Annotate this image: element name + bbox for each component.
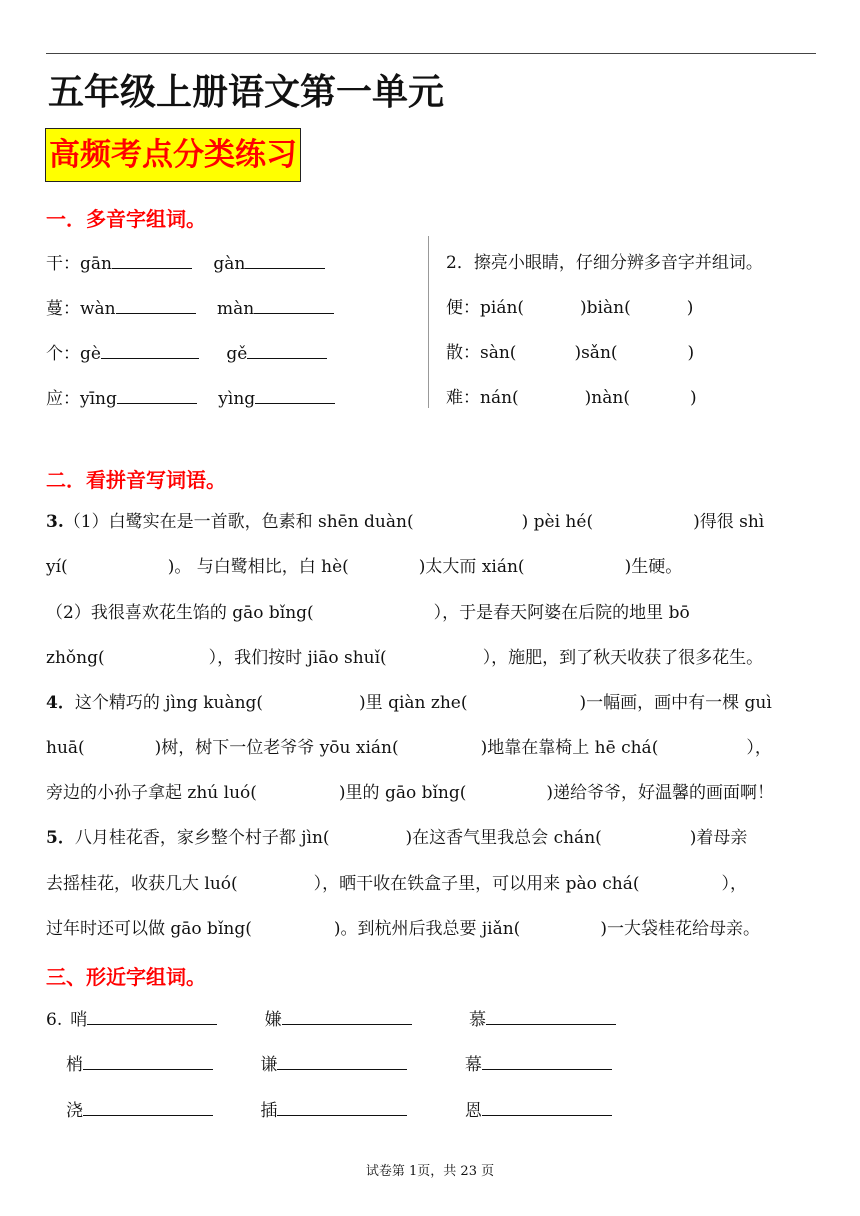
answer-blank[interactable] [277,1099,407,1116]
q5-line: 去摇桂花，收获几大 luó( ），晒干收在铁盒子里，可以用来 pào chá( ）， [46,874,747,894]
q5-line: 5．八月桂花香，家乡整个村子都 jìn( )在这香气里我总会 chán( )着母亲 [46,828,748,848]
q4-line: 4．这个精巧的 jìng kuàng( )里 qiàn zhe( )一幅画，画中有一棵 guì [46,693,772,713]
answer-blank[interactable] [482,1053,612,1070]
similar-char-row: 梢 谦 幕 [66,1053,612,1076]
polyphone-row: 散：sàn( )sǎn( ) [446,343,695,363]
question-2-intro: 2．擦亮小眼睛，仔细分辨多音字并组词。 [446,253,763,273]
page-footer: 试卷第 1页，共 23 页 [365,1164,495,1179]
header-rule [46,53,816,54]
polyphone-char: 个： [46,344,80,364]
column-divider [428,236,429,408]
answer-blank[interactable] [254,297,334,314]
answer-blank[interactable] [83,1099,213,1116]
q3-line: （2）我很喜欢花生馅的 gāo bǐng( ），于是春天阿婆在后院的地里 bō [46,603,690,623]
q3-line: yí( )。 与白鹭相比，白 hè( )太大而 xián( )生硬。 [46,557,683,577]
answer-blank[interactable] [486,1008,616,1025]
answer-blank[interactable] [482,1099,612,1116]
similar-char-row: 浇 插 恩 [66,1099,612,1122]
answer-blank[interactable] [83,1053,213,1070]
polyphone-row: 便：pián( )biàn( ) [446,298,694,318]
section2-heading: 二．看拼音写词语。 [46,468,226,492]
polyphone-row: 蔓：wàn màn [46,297,334,320]
polyphone-char: 蔓： [46,299,80,319]
answer-blank[interactable] [117,387,197,404]
answer-blank[interactable] [277,1053,407,1070]
answer-blank[interactable] [245,252,325,269]
answer-blank[interactable] [255,387,335,404]
page-title: 五年级上册语文第一单元 [48,72,445,113]
polyphone-row: 难：nán( )nàn( ) [446,388,697,408]
polyphone-row: 个：gè gě [46,342,327,365]
q4-line: 旁边的小孙子拿起 zhú luó( )里的 gāo bǐng( )递给爷爷，好温馨的画面啊！ [46,783,775,803]
answer-blank[interactable] [87,1008,217,1025]
polyphone-char: 应： [46,389,80,409]
q5-line: 过年时还可以做 gāo bǐng( )。到杭州后我总要 jiǎn( )一大袋桂花给母亲。 [46,919,760,939]
q4-line: huā( )树，树下一位老爷爷 yōu xián( )地靠在靠椅上 hē chá( ）， [46,738,772,758]
page-subtitle: 高频考点分类练习 [45,128,301,182]
polyphone-row: 应：yīng yìng [46,387,335,410]
section1-heading: 一．多音字组词。 [46,207,206,231]
polyphone-char: 干： [46,254,80,274]
q3-line: 3.（1）白鹭实在是一首歌，色素和 shēn duàn( ) pèi hé( )得很 shì [46,512,765,532]
section3-heading: 三、形近字组词。 [46,965,206,989]
q3-line: zhǒng( ），我们按时 jiāo shuǐ( ），施肥，到了秋天收获了很多花生。 [46,648,764,668]
answer-blank[interactable] [112,252,192,269]
answer-blank[interactable] [247,342,327,359]
similar-char-row: 6. 哨 嫌 慕 [46,1008,616,1031]
answer-blank[interactable] [282,1008,412,1025]
answer-blank[interactable] [116,297,196,314]
polyphone-row: 干：gān gàn [46,252,325,275]
answer-blank[interactable] [101,342,199,359]
